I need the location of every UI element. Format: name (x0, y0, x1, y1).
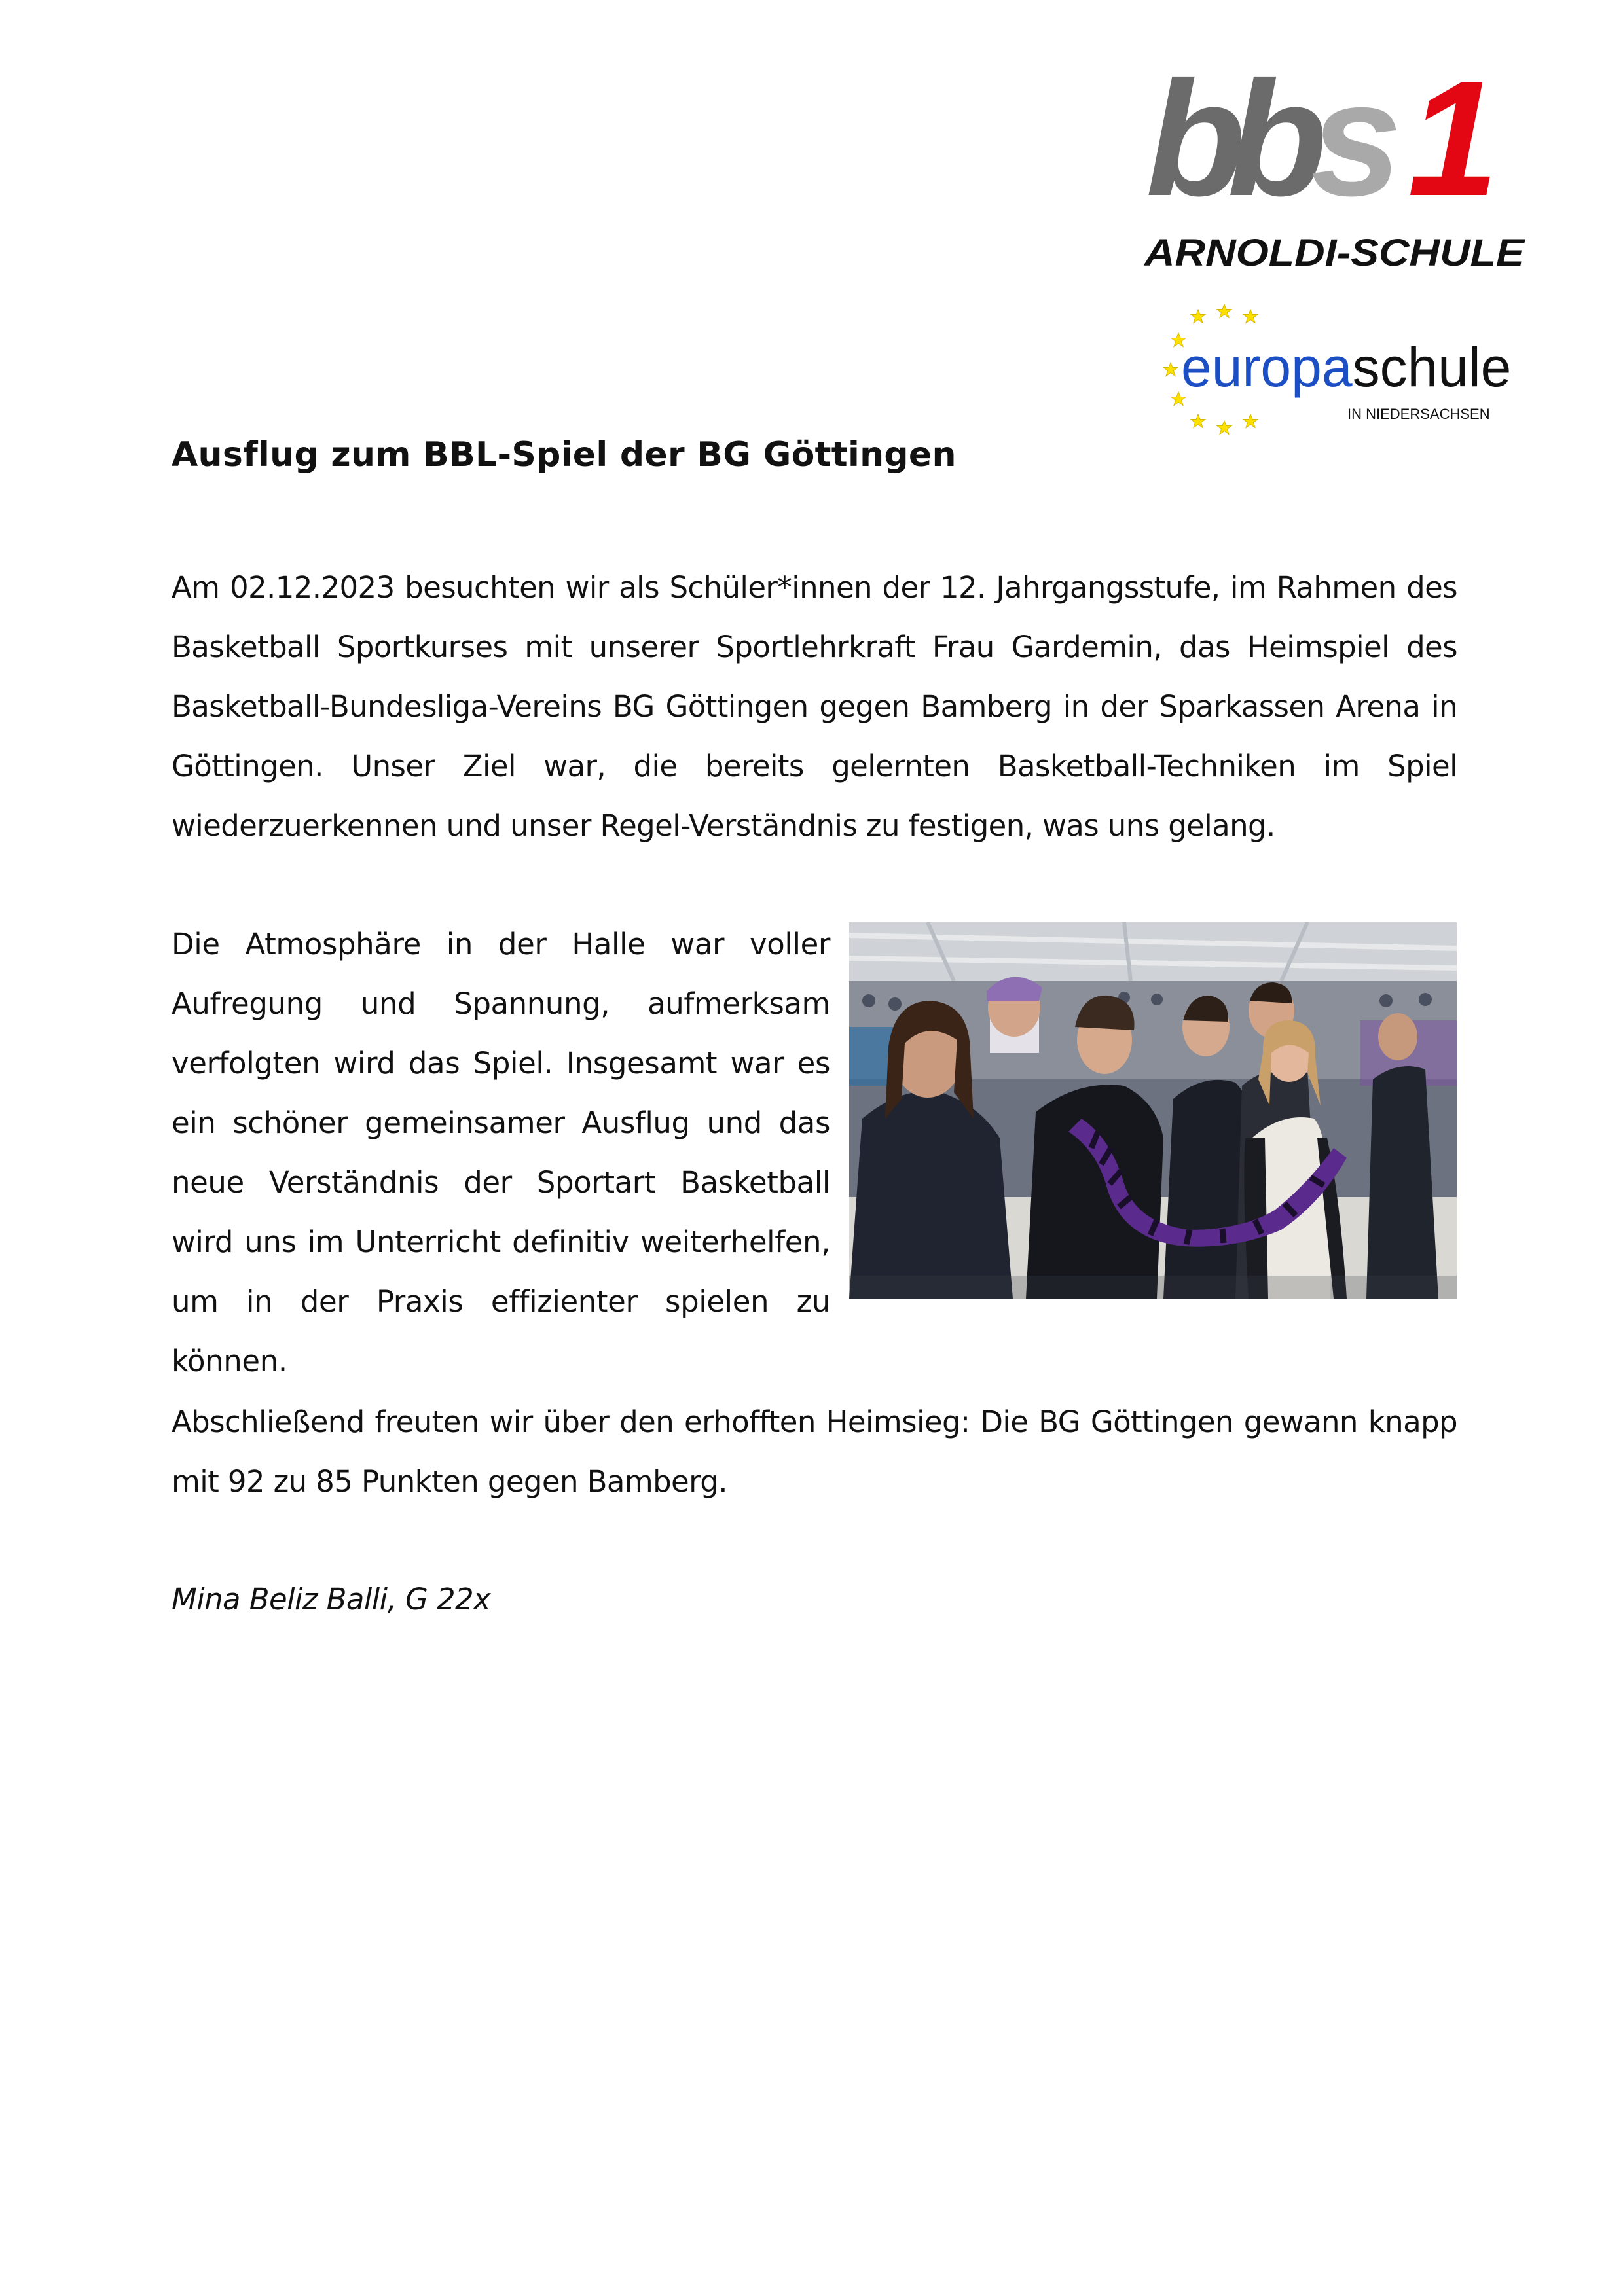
svg-text:s: s (1311, 58, 1389, 230)
paragraph-intro: Am 02.12.2023 besuchten wir als Schüler*innen der 12. Jahrgangsstufe, im Rahmen des Basketball Sportkurses mit unserer Sportlehrkraft Frau Gardemin, das Heimspiel des Basketball-Bundesliga-Vereins BG Göttingen gegen Bamberg in der Sparkassen Arena in Göttingen. Unser Ziel war, die bereits gelernten Basketball-Techniken im Spiel wiederzuerkennen und unser Regel-Verständnis zu festigen, was uns gelang. (172, 570, 1457, 843)
svg-text:ARNOLDI-SCHULE: ARNOLDI-SCHULE (1142, 232, 1526, 274)
paragraph-result: Abschließend freuten wir über den erhofften Heimsieg: Die BG Göttingen gewann knapp mit 92 zu 85 Punkten gegen Bamberg. (172, 1405, 1457, 1499)
svg-text:bb: bb (1146, 58, 1309, 230)
svg-text:europaschule: europaschule (1181, 336, 1512, 398)
bbs1-arnoldi-schule-logo (1139, 58, 1532, 274)
group-photo (849, 922, 1457, 1299)
article-title: Ausflug zum BBL-Spiel der BG Göttingen (172, 435, 957, 475)
svg-text:1: 1 (1408, 58, 1499, 230)
author-signature: Mina Beliz Balli, G 22x (172, 1582, 491, 1617)
svg-text:IN NIEDERSACHSEN: IN NIEDERSACHSEN (1347, 406, 1490, 422)
europaschule-logo (1125, 302, 1531, 446)
paragraph-atmosphere: Die Atmosphäre in der Halle war voller Aufregung und Spannung, aufmerksam verfolgten wird das Spiel. Insgesamt war es ein schöner gemeinsamer Ausflug und das neue Verständnis der Sportart Basketball wird uns im Unterricht definitiv weiterhelfen, um in der Praxis effizienter spielen zu können. (172, 927, 830, 1378)
